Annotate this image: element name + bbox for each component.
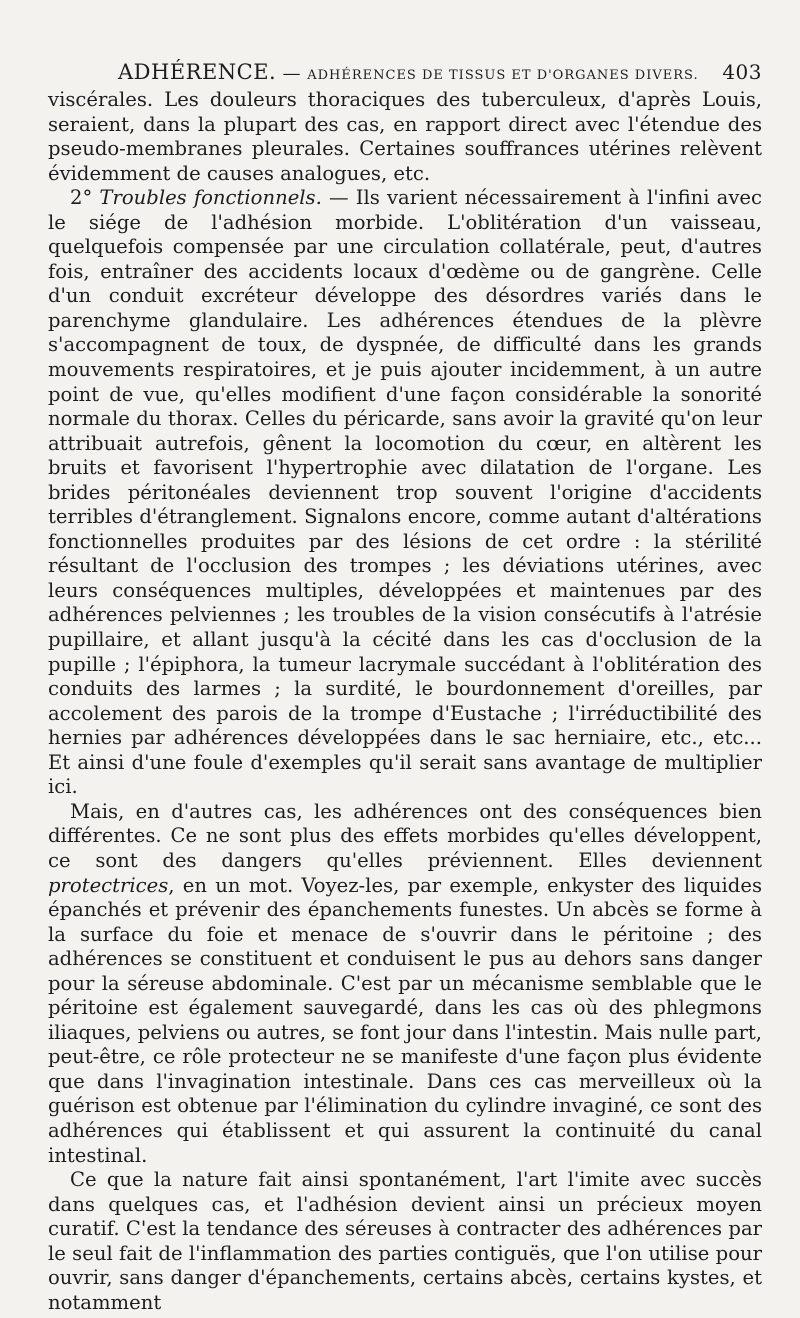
paragraph-3 — [48, 800, 762, 1168]
running-head — [48, 60, 762, 84]
paragraph-3-text-before: Mais, en d'autres cas, les adhérences ont des conséquences bien différentes. Ce ne sont plus des effets morbides qu'elles développent, ce sont des dangers qu'elles préviennent. Elles deviennent — [48, 799, 762, 872]
running-head-title: ADHÉRENCE. — [118, 60, 277, 84]
section-number: 2° — [70, 186, 93, 210]
paragraph-4 — [48, 1168, 762, 1315]
section-heading: Troubles fonctionnels. — [99, 186, 322, 210]
running-head-subtitle: ADHÉRENCES DE TISSUS ET D'ORGANES DIVERS. — [307, 68, 699, 83]
page-body — [48, 88, 762, 1315]
running-head-separator: — — [282, 63, 301, 84]
paragraph-2-text: — Ils varient nécessairement à l'infini avec le siége de l'adhésion morbide. L'oblitération d'un vaisseau, quelquefois compensée par une circulation collatérale, peut, d'autres fois, entraîner des accidents locaux d'œdème ou de gangrène. Celle d'un conduit excréteur développe des désordres variés dans le parenchyme glandulaire. Les adhérences étendues de la plèvre s'accompagnent de toux, de dyspnée, de difficulté dans les grands mouvements respiratoires, et je puis ajouter incidemment, à un autre point de vue, qu'elles modifient d'une façon considérable la sonorité normale du thorax. Celles du péricarde, sans avoir la gravité qu'on leur attribuait autrefois, gênent la locomotion du cœur, en altèrent les bruits et favorisent l'hypertrophie avec dilatation de l'organe. Les brides péritonéales deviennent trop souvent l'origine d'accidents terribles d'étranglement. Signalons encore, comme autant d'altérations fonctionnelles produites par des lésions de cet ordre : la stérilité résultant de l'occlusion des trompes ; les déviations utérines, avec leurs conséquences multiples, développées et maintenues par des adhérences pelviennes ; les troubles de la vision consécutifs à l'atrésie pupillaire, et allant jusqu'à la cécité dans les cas d'occlusion de la pupille ; l'épiphora, la tumeur lacrymale succédant à l'oblitération des conduits des larmes ; la surdité, le bourdonnement d'oreilles, par accolement des parois de la trompe d'Eustache ; l'irréductibilité des hernies par adhérences développées dans le sac herniaire, etc., etc... Et ainsi d'une foule d'exemples qu'il serait sans avantage de multiplier ici. — [48, 186, 762, 799]
paragraph-4-text: Ce que la nature fait ainsi spontanément, l'art l'imite avec succès dans quelques cas, et l'adhésion devient ainsi un précieux moyen curatif. C'est la tendance des séreuses à contracter des adhérences par le seul fait de l'inflammation des parties contiguës, que l'on utilise pour ouvrir, sans danger d'épanchements, certains abcès, certains kystes, et notamment — [48, 1168, 762, 1314]
paragraph-1-text: viscérales. Les douleurs thoraciques des tuberculeux, d'après Louis, seraient, dans la plupart des cas, en rapport direct avec l'étendue des pseudo-membranes pleurales. Certaines souffrances utérines relèvent évidemment de causes analogues, etc. — [48, 88, 762, 185]
paragraph-1 — [48, 88, 762, 186]
paragraph-2 — [48, 186, 762, 800]
running-head-title-group — [118, 60, 699, 84]
page-number: 403 — [722, 60, 762, 84]
emphasis-protectrices: protectrices — [48, 873, 169, 897]
paragraph-3-text-after: , en un mot. Voyez-les, par exemple, enkyster des liquides épanchés et prévenir des épanchements funestes. Un abcès se forme à la surface du foie et menace de s'ouvrir dans le péritoine ; des adhérences se constituent et conduisent le pus au dehors sans danger pour la séreuse abdominale. C'est par un mécanisme semblable que le péritoine est également sauvegardé, dans les cas où des phlegmons iliaques, pelviens ou autres, se font jour dans l'intestin. Mais nulle part, peut-être, ce rôle protecteur ne se manifeste d'une façon plus évidente que dans l'invagination intestinale. Dans ces cas merveilleux où la guérison est obtenue par l'élimination du cylindre invaginé, ce sont des adhérences qui établissent et qui assurent la continuité du canal intestinal. — [48, 873, 763, 1167]
